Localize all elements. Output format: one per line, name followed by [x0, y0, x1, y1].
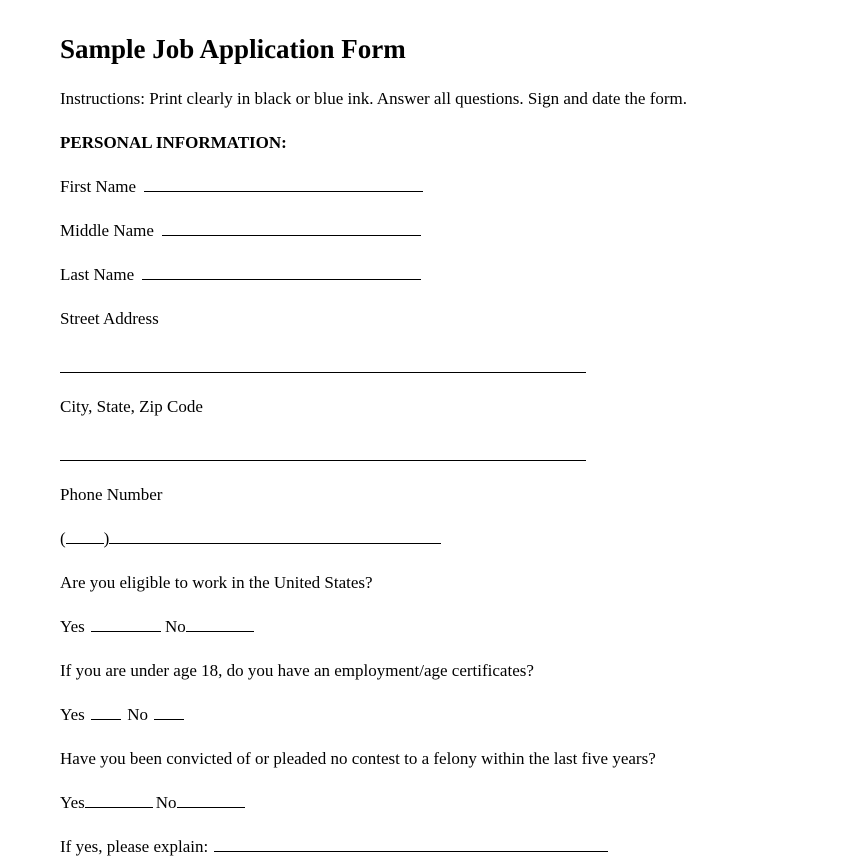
phone-number-field[interactable]: [109, 528, 441, 544]
certificate-yes-label: Yes: [60, 705, 85, 724]
instructions: Instructions: Print clearly in black or blue ink. Answer all questions. Sign and date the form.: [60, 89, 687, 108]
certificate-answer-row: [60, 704, 184, 726]
felony-no-label: No: [155, 793, 177, 812]
first-name-row: [60, 176, 423, 198]
middle-name-row: [60, 220, 421, 242]
explain-row: [60, 836, 608, 858]
eligible-answer-row: [60, 616, 254, 638]
section-heading-personal-information: PERSONAL INFORMATION:: [60, 133, 287, 152]
phone-close-paren: ): [103, 529, 110, 548]
form-title: Sample Job Application Form: [60, 34, 406, 64]
eligible-yes-field[interactable]: [91, 616, 161, 632]
street-address-field[interactable]: [60, 372, 586, 373]
felony-question: Have you been convicted of or pleaded no contest to a felony within the last five years?: [60, 749, 656, 768]
certificate-yes-field[interactable]: [91, 704, 121, 720]
certificate-question: If you are under age 18, do you have an employment/age certificates?: [60, 661, 534, 680]
phone-number-row: [60, 528, 441, 550]
phone-number-label: Phone Number: [60, 485, 163, 504]
last-name-label: Last Name: [60, 265, 135, 284]
city-state-zip-field[interactable]: [60, 460, 586, 461]
certificate-no-field[interactable]: [154, 704, 184, 720]
first-name-field[interactable]: [144, 176, 423, 192]
street-address-label: Street Address: [60, 309, 159, 328]
eligible-yes-label: Yes: [60, 617, 85, 636]
explain-field[interactable]: [214, 836, 608, 852]
explain-label: If yes, please explain:: [60, 837, 209, 856]
last-name-row: [60, 264, 421, 286]
felony-yes-field[interactable]: [85, 792, 153, 808]
city-state-zip-label: City, State, Zip Code: [60, 397, 203, 416]
felony-answer-row: [60, 792, 245, 814]
felony-no-field[interactable]: [177, 792, 245, 808]
eligible-no-label: No: [165, 617, 186, 636]
certificate-no-label: No: [127, 705, 149, 724]
last-name-field[interactable]: [142, 264, 421, 280]
phone-open-paren: (: [60, 529, 66, 548]
middle-name-field[interactable]: [162, 220, 421, 236]
eligible-question: Are you eligible to work in the United States?: [60, 573, 373, 592]
phone-area-code-field[interactable]: [66, 528, 104, 544]
eligible-no-field[interactable]: [186, 616, 254, 632]
first-name-label: First Name: [60, 177, 137, 196]
felony-yes-label: Yes: [60, 793, 85, 812]
middle-name-label: Middle Name: [60, 221, 154, 240]
